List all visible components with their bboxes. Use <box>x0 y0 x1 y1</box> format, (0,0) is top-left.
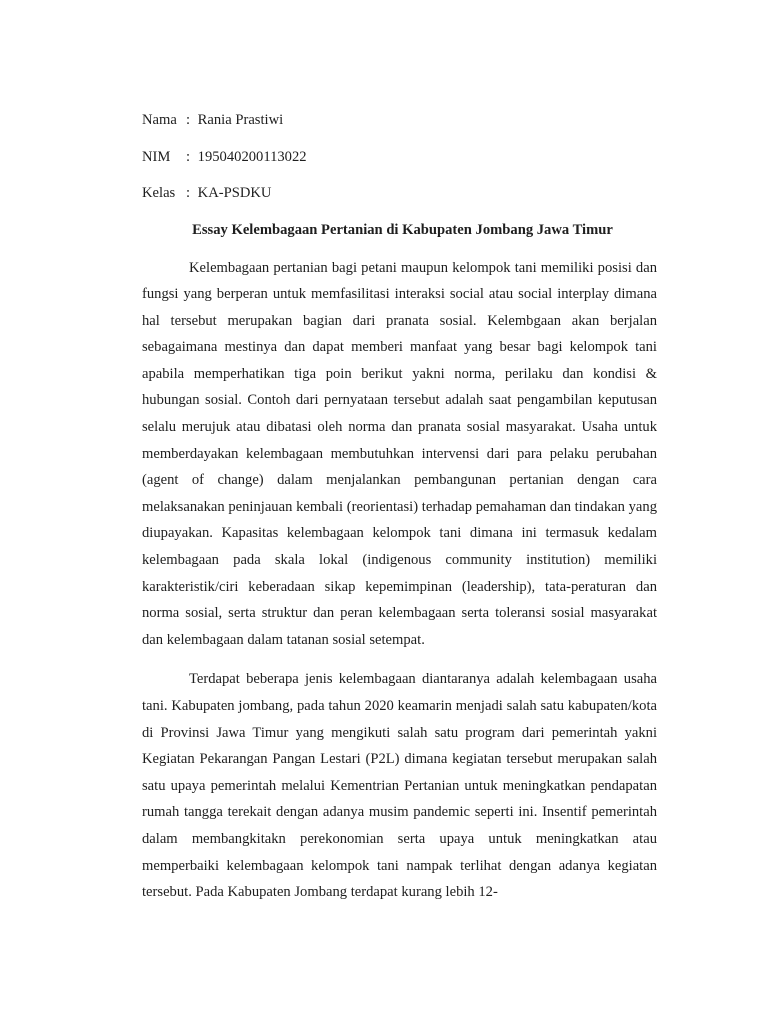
kelas-row <box>142 182 657 219</box>
kelas-separator: : <box>185 185 191 201</box>
nama-separator: : <box>185 112 191 128</box>
nim-row <box>142 146 657 183</box>
paragraph-1: Kelembagaan pertanian bagi petani maupun kelompok tani memiliki posisi dan fungsi yang berperan untuk memfasilitasi interaksi social atau social interplay dimana hal tersebut merupakan bagian dari pranata sosial. Kelembgaan akan berjalan sebagaimana mestinya dan dapat memberi manfaat yang besar bagi kelompok tani apabila memperhatikan tiga poin berikut yakni norma, perilaku dan kondisi & hubungan sosial. Contoh dari pernyataan tersebut adalah saat pengambilan keputusan selalu merujuk atau dibatasi oleh norma dan pranata sosial masyarakat. Usaha untuk memberdayakan kelembagaan membutuhkan intervensi dari para pelaku perubahan (agent of change) dalam menjalankan pembangunan pertanian dengan cara melaksanakan peninjauan kembali (reorientasi) terhadap pemahaman dan tindakan yang diupayakan. Kapasitas kelembagaan kelompok tani dimana ini termasuk kedalam kelembagaan pada skala lokal (indigenous community institution) memiliki karakteristik/ciri keberadaan sikap kepemimpinan (leadership), tata-peraturan dan norma sosial, serta struktur dan peran kelembagaan serta toleransi sosial masyarakat dan kelembagaan dalam tatanan sosial setempat. <box>142 259 657 648</box>
nama-row <box>142 109 657 146</box>
nim-label: NIM <box>142 148 171 165</box>
essay-title: Essay Kelembagaan Pertanian di Kabupaten Jombang Jawa Timur <box>192 221 613 238</box>
kelas-label: Kelas <box>142 185 176 201</box>
nama-label: Nama <box>142 112 177 128</box>
kelas-value: KA-PSDKU <box>197 185 272 201</box>
paragraph-2: Terdapat beberapa jenis kelembagaan diantaranya adalah kelembagaan usaha tani. Kabupaten jombang, pada tahun 2020 keamarin menjadi salah satu kabupaten/kota di Provinsi Jawa Timur yang mengikuti salah satu program dari pemerintah yakni Kegiatan Pekarangan Pangan Lestari (P2L) dimana kegiatan tersebut merupakan salah satu upaya pemerintah melalui Kementrian Pertanian untuk meningkatkan pendapatan rumah tangga terekait dengan adanya musim pandemic seperti ini. Insentif pemerintah dalam membangkitakn perekonomian serta upaya untuk meningkatkan atau memperbaiki kelembagaan kelompok tani nampak terlihat dengan adanya kegiatan tersebut. Pada Kabupaten Jombang terdapat kurang lebih 12- <box>142 671 657 901</box>
nim-value: 195040200113022 <box>197 148 307 165</box>
nim-separator: : <box>185 148 191 165</box>
nama-value: Rania Prastiwi <box>197 112 284 128</box>
